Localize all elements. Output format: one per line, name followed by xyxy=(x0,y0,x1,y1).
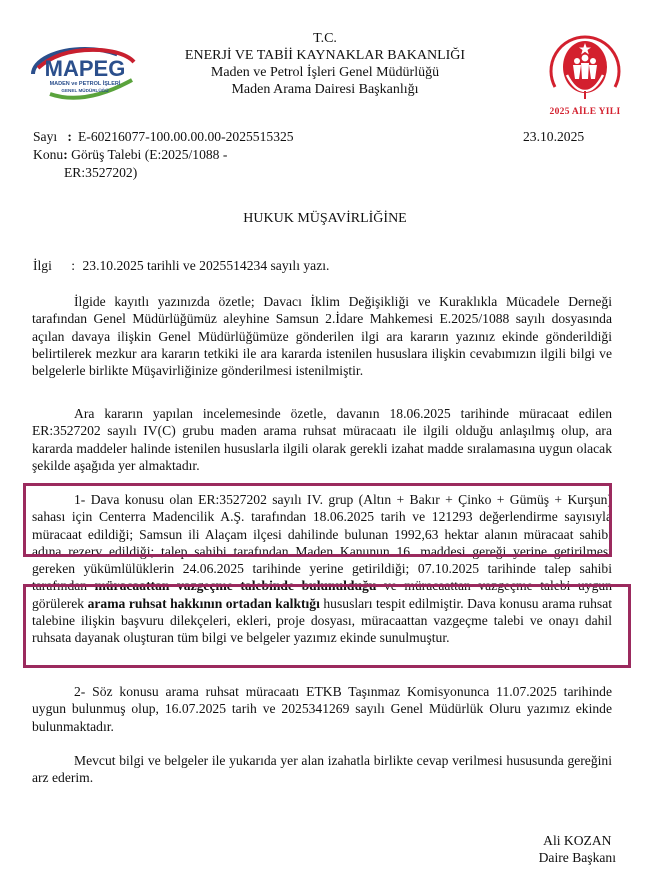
konu-label: Konu xyxy=(33,147,64,162)
ilgi-colon: : xyxy=(71,258,76,273)
item-1-bold-license-revoked: arama ruhsat hakkının ortadan kalktığı xyxy=(87,595,320,611)
closing-text: Mevcut bilgi ve belgeler ile yukarıda yer alan izahatla birlikte cevap verilmesi hususunda gereğini arz ederim. xyxy=(32,753,612,786)
konu-colon: : xyxy=(63,147,68,162)
item-1-bold-withdrawal: müracaattan vazgeçme talebinde bulunulduğu xyxy=(94,578,377,594)
konu-row xyxy=(33,146,227,164)
svg-text:GENEL MÜDÜRLÜĞÜ: GENEL MÜDÜRLÜĞÜ xyxy=(61,88,109,93)
paragraph-item-2 xyxy=(32,683,612,735)
header-department: Maden Arama Dairesi Başkanlığı xyxy=(231,82,419,97)
sayi-label: Sayı xyxy=(33,129,58,144)
header-ministry: ENERJİ VE TABİİ KAYNAKLAR BAKANLIĞI xyxy=(184,48,466,63)
svg-text:MADEN ve PETROL İŞLERİ: MADEN ve PETROL İŞLERİ xyxy=(49,81,121,87)
item-1-text-b: ve müracaattan vazgeçme talebi uygun görülerek xyxy=(32,578,612,611)
document-date: 23.10.2025 xyxy=(523,129,585,144)
paragraph-closing xyxy=(32,752,612,787)
paragraph-1-text: İlgide kayıtlı yazınızda özetle; Davacı İklim Değişikliği ve Kuraklıkla Mücadele Derneği tarafından Genel Müdürlüğümüz aleyhine Samsun 2.İdare Mahkemesi E.2025/1088 sayılı dosyasında açılan davaya ilişkin Genel Müdürlüğümüze gönderilen ilgi ara kararın yazınız ekinde gönderildiği belirtilerek mezkur ara kararın tetkiki ile ara kararda istenilen hususlara ilişkin cevabımızın ilgili bilgi ve belgelerle birlikte Müşavirliğinize gönderilmesi istenilmiştir. xyxy=(32,294,612,379)
ilgi-label: İlgi xyxy=(33,258,52,273)
recipient: HUKUK MÜŞAVİRLİĞİNE xyxy=(243,211,407,226)
signatory-title: Daire Başkanı xyxy=(538,850,616,865)
mapeg-logo xyxy=(30,46,140,102)
paragraph-2 xyxy=(32,405,612,474)
svg-text:MAPEG: MAPEG xyxy=(44,56,126,81)
konu-value-line2: ER:3527202) xyxy=(64,165,138,180)
header-tc: T.C. xyxy=(313,31,337,46)
mapeg-emblem-icon xyxy=(30,46,140,102)
paragraph-2-text: Ara kararın yapılan incelemesinde özetle, davanın 18.06.2025 tarihinde müracaat edilen ER:3527202 sayılı IV(C) grubu maden arama ruhsat müracaatı ile ilgili olduğu anlaşılmış olup, ara kararda maddeler halinde istenilen hususlarla ilgili olarak gerekli izahat madde sıralamasına uygun olacak şekilde aşağıda yer almaktadır. xyxy=(32,406,612,473)
header-directorate: Maden ve Petrol İşleri Genel Müdürlüğü xyxy=(210,65,440,80)
ilgi-row xyxy=(33,257,329,275)
item-1-text-a: 1- Dava konusu olan ER:3527202 sayılı IV. grup (Altın + Bakır + Çinko + Gümüş + Kurşun) sahası için Centerra Madencilik A.Ş. tarafından 18.06.2025 tarih ve 121293 değerlendirme sayısıyla müracaat edildiği; Samsun ili Alaçam ilçesi dahilinde bulunan 1992,63 hektar alanın müracaat sahibi adına rezerv edildiği; talep sahibi tarafından Maden Kanunun 16. maddesi gereği yerine getirilmesi gereken yükümlülüklerin 24.06.2025 tarihinde yerine getirildiği; 07.10.2025 tarihinde talep sahibi tarafından xyxy=(32,492,612,594)
konu-value-line1: Görüş Talebi (E:2025/1088 - xyxy=(71,147,228,162)
paragraph-item-1 xyxy=(32,491,612,647)
item-1-text-c: hususları tespit edilmiştir. Dava konusu arama ruhsat talebine ilişkin başvuru dilekçeleri, ekleri, proje dosyası, müracaattan vazgeçme talebi ve onayı dahil ruhsata dayanak oluşturan tüm bilgi ve belgeler yazımız ekinde sunulmuştur. xyxy=(32,595,613,646)
signatory-name: Ali KOZAN xyxy=(543,833,612,848)
sayi-value: E-60216077-100.00.00.00-2025515325 xyxy=(77,129,294,144)
signature-block xyxy=(539,832,616,866)
family-year-emblem-icon xyxy=(545,25,625,105)
sayi-colon: : xyxy=(67,129,72,144)
aile-yili-logo xyxy=(545,25,625,117)
item-2-text: 2- Söz konusu arama ruhsat müracaatı ETKB Taşınmaz Komisyonunca 11.07.2025 tarihinde uygun bulunmuş olup, 16.07.2025 tarih ve 2025341269 sayılı Genel Müdürlük Oluru yazımız ekinde bulunmaktadır. xyxy=(32,684,612,734)
ilgi-value: 23.10.2025 tarihli ve 2025514234 sayılı yazı. xyxy=(82,258,330,273)
paragraph-1 xyxy=(32,293,612,379)
aile-yili-caption: 2025 AİLE YILI xyxy=(549,107,621,117)
sayi-row xyxy=(33,128,294,146)
